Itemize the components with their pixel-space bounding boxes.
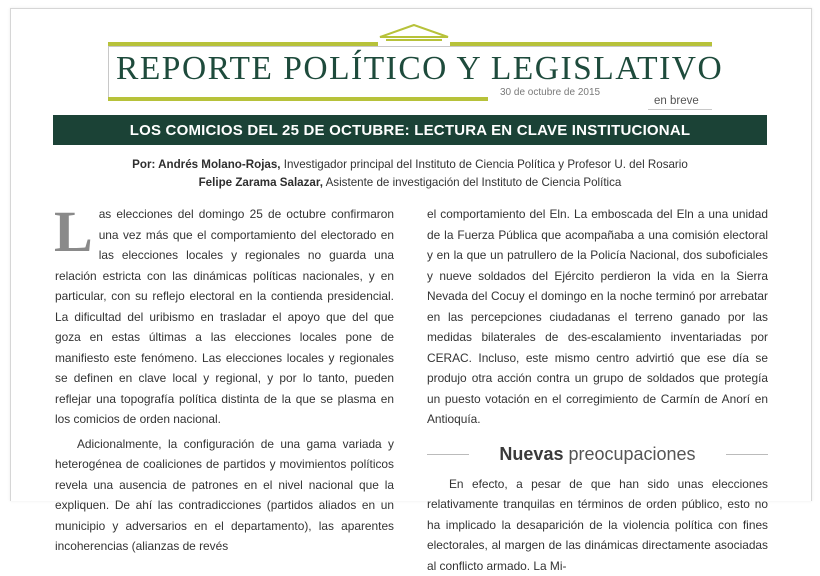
edition-rule	[648, 109, 712, 110]
issue-date: 30 de octubre de 2015	[500, 87, 600, 98]
subheading-rule-right	[726, 454, 768, 455]
left-paragraph-2: Adicionalmente, la configuración de una gama variada y heterogénea de coaliciones de partidos y movimientos políticos revela una ausencia de patrones en el nivel nacional que la expliquen. De ahí las contradicciones (partidos aliados en un municipio y adversarios en el departamento), las aparentes incoherencias (alianzas de revés	[55, 434, 394, 557]
author-2-role: Asistente de investigación del Instituto de Ciencia Política	[323, 176, 621, 189]
byline	[0, 156, 820, 192]
section-subheading	[427, 442, 768, 466]
author-1-name: Andrés Molano-Rojas,	[158, 158, 280, 171]
left-paragraph-1-text: as elecciones del domingo 25 de octubre confirmaron una vez más que el comportamiento del electorado en las elecciones locales y regionales no guarda una relación estricta con las dinámicas políticas nacionales, y en particular, con su reflejo electoral en la contienda presidencial. La dificultad del uribismo en trasladar el apoyo que del que goza en estas últimas a las elecciones locales pone de manifiesto este fenómeno. Las elecciones locales y regionales se definen en clave local y regional, y por lo tanto, pueden reflejar una topografía política distinta de la que se plasma en los comicios de orden nacional.	[55, 207, 394, 426]
masthead	[108, 24, 712, 104]
masthead-rule-bottom	[108, 97, 488, 101]
subheading-rule-left	[427, 454, 469, 455]
publication-title: REPORTE POLÍTICO Y LEGISLATIVO	[116, 51, 716, 87]
subheading-bold: Nuevas	[499, 444, 563, 464]
masthead-left-rule	[108, 46, 109, 98]
right-column	[427, 204, 768, 576]
right-paragraph-1: el comportamiento del Eln. La emboscada del Eln a una unidad de la Fuerza Pública que acompañaba a una comisión electoral y en la que un patrullero de la Policía Nacional, dos suboficiales y nueve soldados del Ejército perdieron la vida en la Sierra Nevada del Cocuy el domingo en la noche terminó por arrebatar en las percepciones ciudadanas el terreno ganado por las medidas bilaterales de des-escalamiento inventariadas por CERAC. Incluso, este mismo centro advirtió que ese día se produjo otra acción contra un grupo de soldados que protegía un puesto votación en el corregimiento de Carmín de Anorí en Antioquía.	[427, 204, 768, 430]
subheading-light: preocupaciones	[563, 444, 695, 464]
drop-cap: L	[54, 207, 93, 257]
author-1-role: Investigador principal del Instituto de Ciencia Política y Profesor U. del Rosario	[281, 158, 688, 171]
left-paragraph-1	[55, 204, 394, 430]
left-column	[55, 204, 394, 557]
headline-bar	[53, 115, 767, 145]
byline-line-1	[0, 156, 820, 174]
masthead-thin-rule	[108, 46, 712, 47]
byline-prefix: Por:	[132, 158, 158, 171]
article-headline: LOS COMICIOS DEL 25 DE OCTUBRE: LECTURA EN CLAVE INSTITUCIONAL	[130, 122, 690, 139]
edition-label: en breve	[654, 95, 699, 107]
byline-line-2	[0, 174, 820, 192]
author-2-name: Felipe Zarama Salazar,	[199, 176, 323, 189]
building-logo-icon	[376, 24, 452, 44]
right-paragraph-2: En efecto, a pesar de que han sido unas elecciones relativamente tranquilas en términos de orden público, esto no ha implicado la desaparición de la violencia política con fines electorales, al margen de las dinámicas directamente asociadas al conflicto armado. La Mi-	[427, 474, 768, 576]
